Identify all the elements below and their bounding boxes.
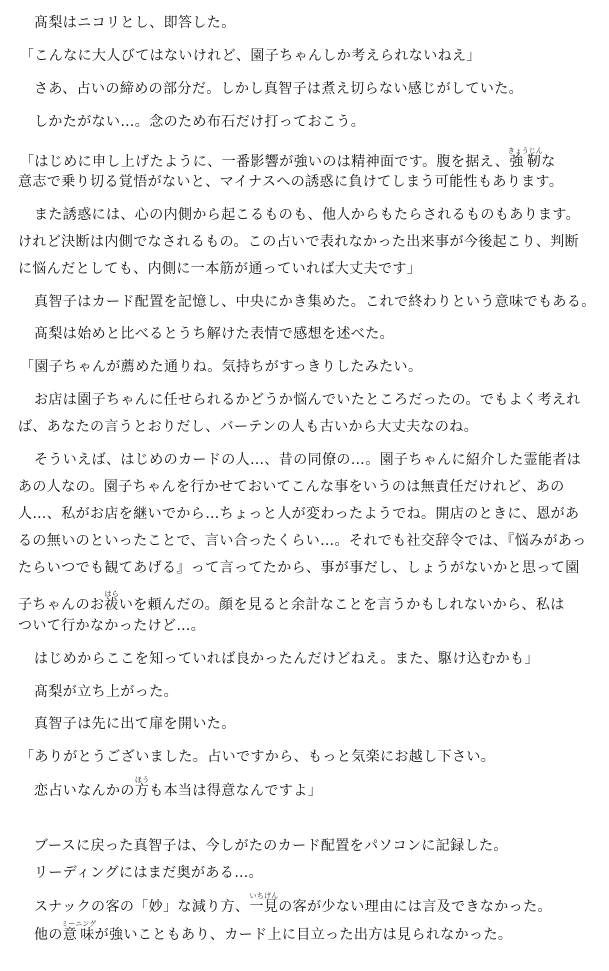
- paragraph-line: 髙梨は始めと比べるとうち解けた表情で感想を述べた。: [34, 326, 394, 342]
- ruby-reading: ミーニング: [61, 920, 97, 928]
- paragraph-line: 「こんなに大人びてはないけれど、園子ちゃんしか考えられないねえ」: [20, 48, 481, 64]
- paragraph-line: [34, 892, 609, 915]
- line-text: 「はじめに申し上げたように、一番影響が強いのは精神面です。腹を据え、: [20, 154, 510, 170]
- paragraph-line: しかたがない…。念のため布石だけ打っておこう。: [34, 114, 366, 130]
- ruby-reading: はら: [104, 590, 119, 598]
- paragraph-line: さあ、占いの締めの部分だ。しかし真智子は煮え切らない感じがしていた。: [34, 81, 524, 97]
- paragraph-line: [18, 590, 598, 613]
- paragraph-line: 人…、私がお店を継いでから…ちょっと人が変わったようでね。開店のときに、恩があ: [18, 506, 580, 522]
- ruby-base: 意味: [61, 927, 97, 943]
- paragraph-line: 髙梨はニコリとし、即答した。: [34, 15, 236, 31]
- paragraph-line: [20, 147, 600, 170]
- paragraph-line: あの人なの。園子ちゃんを行かせておいてこんな事をいうのは無責任だけれど、あの: [18, 479, 565, 495]
- paragraph-line: [34, 920, 609, 943]
- paragraph-line: そういえば、はじめのカードの人…、昔の同僚の…。園子ちゃんに紹介した霊能者は: [34, 452, 582, 468]
- ruby-word: [507, 147, 543, 170]
- paragraph-line: 「ありがとうございました。占いですから、もっと気楽にお越し下さい。: [20, 749, 496, 765]
- ruby-word: [249, 892, 279, 915]
- ruby-word: [104, 590, 119, 613]
- paragraph-line: お店は園子ちゃんに任せられるかどうか悩んでいたところだったの。でもよく考えれ: [34, 392, 581, 408]
- paragraph-line: るの無いのといったことで、言い合ったくらい…。それでも社交辞令では、『悩みがあっ: [18, 533, 587, 549]
- ruby-reading: いちげん: [249, 892, 279, 900]
- ruby-base: 一見: [249, 899, 279, 915]
- line-text: スナックの客の「妙」な減り方、: [34, 899, 250, 915]
- ruby-word: [134, 776, 150, 799]
- ruby-base: 祓: [104, 597, 119, 613]
- paragraph-line: 意志で乗り切る覚悟がないと、マイナスへの誘惑に負けてしまう可能性もあります。: [18, 174, 564, 190]
- line-text: いを頼んだの。顔を見ると余計なことを言うかもしれないから、私は: [118, 597, 565, 613]
- line-text: 恋占いなんかの: [34, 783, 135, 799]
- paragraph-line: 髙梨が立ち上がった。: [34, 684, 178, 700]
- ruby-reading: きょうじん: [507, 147, 543, 155]
- ruby-word: [61, 920, 97, 943]
- line-text: 他の: [34, 927, 63, 943]
- paragraph-line: たらいつでも観てあげる』って言ってたから、事が事だし、しょうがないかと思って園: [18, 560, 580, 576]
- paragraph-line: はじめからここを知っていれば良かったんだけどねえ。また、駆け込むかも」: [34, 651, 539, 667]
- paragraph-line: 真智子はカード配置を記憶し、中央にかき集めた。これで終わりという意味でもある。: [34, 294, 596, 310]
- paragraph-line: 「園子ちゃんが薦めた通りね。気持ちがすっきりしたみたい。: [20, 359, 423, 375]
- paragraph-line: ば、あなたの言うとおりだし、バーテンの人も古いから大丈夫なのね。: [18, 419, 479, 435]
- line-text: の客が少ない理由には言及できなかった。: [278, 899, 552, 915]
- line-text: も本当は得意なんですよ」: [149, 783, 323, 799]
- ruby-reading: ほう: [134, 776, 150, 784]
- ruby-base: 方: [134, 783, 150, 799]
- ruby-base: 強靭: [507, 154, 543, 170]
- paragraph-line: ついて行かなかったけど…。: [18, 618, 206, 634]
- paragraph-line: に悩んだとしても、内側に一本筋が通っていれば大丈夫です」: [18, 261, 422, 277]
- paragraph-line: また誘惑には、心の内側から起こるものも、他人からもたらされるものもあります。: [34, 207, 581, 223]
- paragraph-line: ブースに戻った真智子は、今しがたのカード配置をパソコンに記録した。: [34, 838, 508, 854]
- line-text: な: [541, 154, 556, 170]
- paragraph-line: [34, 776, 609, 799]
- paragraph-line: リーディングにはまだ奥がある…。: [34, 865, 263, 881]
- line-text: が強いこともあり、カード上に目立った出方は見られなかった。: [94, 927, 513, 943]
- paragraph-line: 真智子は先に出て扉を開いた。: [34, 716, 236, 732]
- line-text: 子ちゃんのお: [18, 597, 105, 613]
- paragraph-line: けれど決断は内側でなされるもの。この占いで表れなかった出来事が今後起こり、判断: [18, 234, 580, 250]
